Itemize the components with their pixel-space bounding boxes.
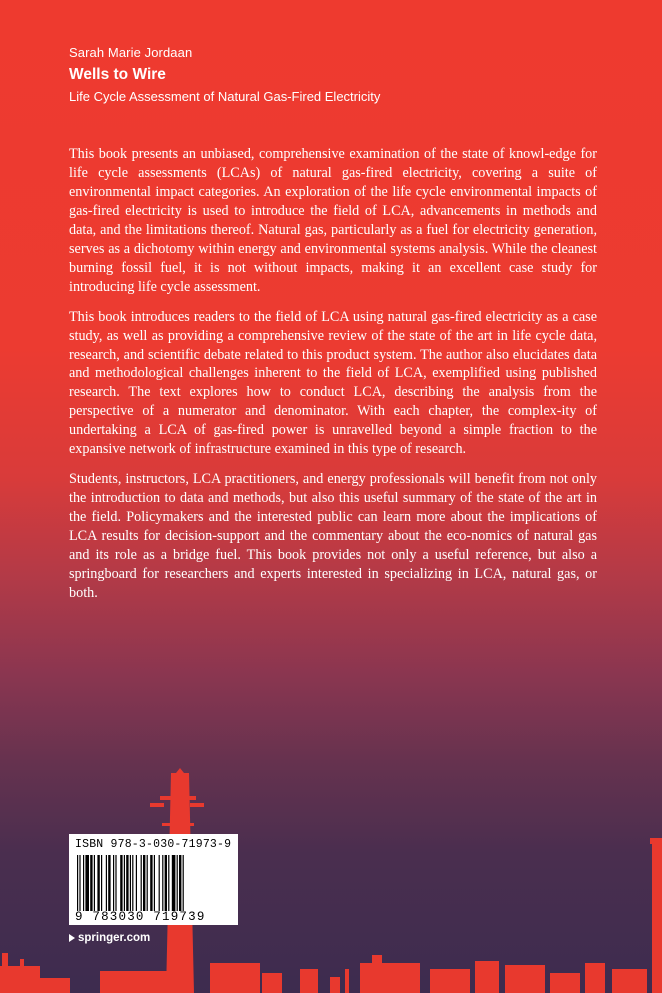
barcode-stripe (113, 855, 114, 911)
barcode-stripe (132, 855, 133, 911)
barcode-stripe (179, 855, 181, 911)
barcode-stripe (177, 855, 178, 911)
barcode-stripe (120, 855, 122, 911)
barcode-stripe (183, 855, 184, 911)
barcode-stripe (115, 855, 116, 911)
barcode-stripe (124, 855, 125, 911)
barcode-stripe (154, 855, 155, 911)
barcode-stripe (168, 855, 169, 911)
barcode-stripe (108, 855, 110, 911)
barcode-stripe (101, 855, 102, 911)
barcode-stripe (136, 855, 137, 911)
barcode-stripe (94, 855, 95, 911)
barcode-stripe (130, 855, 131, 911)
barcode-stripe (172, 855, 176, 911)
barcode-stripe (159, 855, 160, 911)
book-title: Wells to Wire (69, 66, 166, 83)
barcode-stripe (150, 855, 152, 911)
barcode-digits: 9 783030 719739 (75, 910, 206, 924)
barcode-stripe (106, 855, 107, 911)
barcode-stripe (147, 855, 148, 911)
author-name: Sarah Marie Jordaan (69, 45, 193, 60)
barcode-stripe (79, 855, 80, 911)
barcode-stripe (90, 855, 92, 911)
publisher-link[interactable] (69, 932, 150, 944)
barcode-bars (75, 855, 232, 911)
description-paragraph: This book presents an unbiased, comprehensive examination of the state of knowl-edge for life cycle assessments (LCAs) of natural gas-fired electricity, covering a suite of environmental impact categories. An exploration of the life cycle environmental impacts of gas-fired electricity is used to introduce the field of LCA, advancements in methods and data, and the limitations thereof. Natural gas, particularly as a fuel for electricity generation, serves as a dichotomy within energy and environmental systems analysis. While the cleanest burning fossil fuel, it is not without impacts, making it an excellent case study for introducing life cycle assessment. (69, 146, 597, 295)
header (69, 44, 380, 106)
barcode-stripe (97, 855, 99, 911)
description-paragraph: Students, instructors, LCA practitioners, and energy professionals will benefit from not only the introduction to data and methods, but also this useful summary of the state of the art in the field. Policymakers and the interested public can learn more about the implications of LCA results for decision-support and the commentary about the eco-nomics of natural gas and its role as a bridge fuel. This book provides not only a useful reference, but also a springboard for researchers and experts interested in specializing in LCA, natural gas, or both. (69, 471, 597, 601)
publisher-url: springer.com (78, 932, 151, 944)
isbn-label: ISBN 978-3-030-71973-9 (75, 838, 232, 851)
description-paragraph: This book introduces readers to the field of LCA using natural gas-fired electricity as a case study, as well as providing a comprehensive review of the state of the art in life cycle data, research, and scientific debate related to this product system. The author also elucidates data and methodological challenges inherent to the field of LCA, exemplified using published research. The text explores how to conduct LCA, describing the analysis from the perspective of a numerator and denominator. With each chapter, the complex-ity of undertaking a LCA of gas-fired power is unravelled beyond a simple fraction to the expansive network of infrastructure examined in this type of research. (69, 308, 597, 458)
barcode-stripe (162, 855, 163, 911)
barcode-stripe (83, 855, 84, 911)
barcode-stripe (85, 855, 89, 911)
arrow-right-icon (69, 934, 75, 942)
barcode-stripe (126, 855, 128, 911)
barcode-stripe (77, 855, 78, 911)
barcode-stripe (143, 855, 145, 911)
book-description (69, 145, 597, 614)
barcode-stripe (141, 855, 142, 911)
isbn-barcode (69, 834, 238, 925)
book-subtitle: Life Cycle Assessment of Natural Gas-Fired Electricity (69, 89, 381, 104)
barcode-stripe (165, 855, 167, 911)
